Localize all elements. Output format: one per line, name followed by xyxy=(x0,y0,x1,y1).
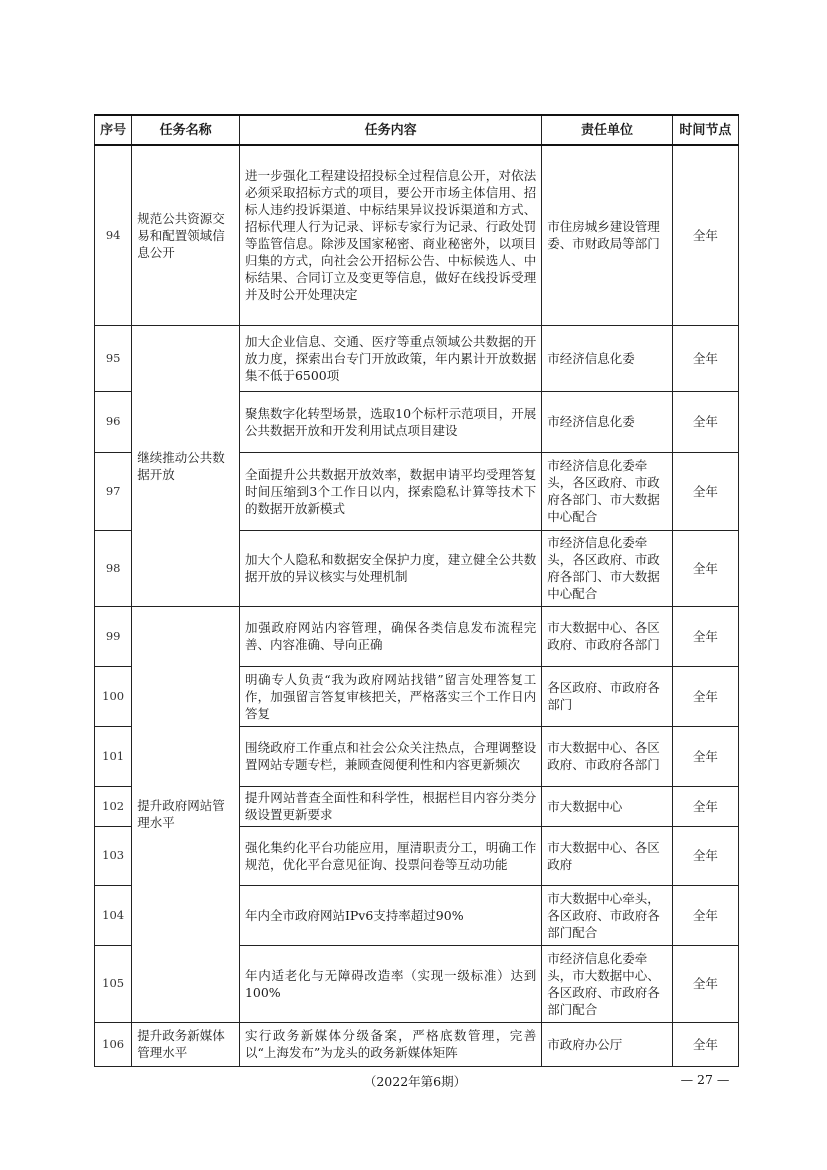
task-content: 加强政府网站内容管理，确保各类信息发布流程完善、内容准确、导向正确 xyxy=(239,606,541,666)
task-content: 聚焦数字化转型场景，选取10个标杆示范项目，开展公共数据开放和开发利用试点项目建设 xyxy=(239,391,541,452)
row-num: 95 xyxy=(95,325,132,391)
row-num: 97 xyxy=(95,452,132,530)
responsible-unit: 市经济信息化委牵头，市大数据中心、各区政府、市政府各部门配合 xyxy=(542,945,672,1022)
responsible-unit: 市住房城乡建设管理委、市财政局等部门 xyxy=(542,145,672,325)
responsible-unit: 市政府办公厅 xyxy=(542,1022,672,1066)
row-num: 96 xyxy=(95,391,132,452)
row-num: 103 xyxy=(95,826,132,885)
row-num: 104 xyxy=(95,885,132,945)
time-node: 全年 xyxy=(672,885,738,945)
task-content: 年内全市政府网站IPv6支持率超过90% xyxy=(239,885,541,945)
time-node: 全年 xyxy=(672,786,738,826)
issue-label: （2022年第6期） xyxy=(363,1074,467,1089)
task-content: 强化集约化平台功能应用，厘清职责分工，明确工作规范，优化平台意见征询、投票问卷等互动功能 xyxy=(239,826,541,885)
header-unit: 责任单位 xyxy=(542,115,672,145)
responsible-unit: 市经济信息化委牵头，各区政府、市政府各部门、市大数据中心配合 xyxy=(542,530,672,606)
time-node: 全年 xyxy=(672,666,738,726)
table-row xyxy=(95,145,739,325)
task-name: 提升政务新媒体管理水平 xyxy=(132,1022,240,1066)
task-name: 规范公共资源交易和配置领域信息公开 xyxy=(132,145,240,325)
responsible-unit: 市经济信息化委牵头，各区政府、市政府各部门、市大数据中心配合 xyxy=(542,452,672,530)
table-header-row xyxy=(95,115,739,145)
page-number: — 27 — xyxy=(680,1072,730,1087)
time-node: 全年 xyxy=(672,1022,738,1066)
responsible-unit: 各区政府、市政府各部门 xyxy=(542,666,672,726)
row-num: 105 xyxy=(95,945,132,1022)
task-content: 明确专人负责“我为政府网站找错”留言处理答复工作，加强留言答复审核把关，严格落实三个工作日内答复 xyxy=(239,666,541,726)
row-num: 101 xyxy=(95,726,132,786)
responsible-unit: 市经济信息化委 xyxy=(542,325,672,391)
table-row xyxy=(95,325,739,391)
responsible-unit: 市大数据中心、各区政府、市政府各部门 xyxy=(542,726,672,786)
time-node: 全年 xyxy=(672,826,738,885)
task-content: 围绕政府工作重点和社会公众关注热点，合理调整设置网站专题专栏，兼顾查阅便利性和内容更新频次 xyxy=(239,726,541,786)
responsible-unit: 市经济信息化委 xyxy=(542,391,672,452)
task-content: 实行政务新媒体分级备案，严格底数管理，完善以“上海发布”为龙头的政务新媒体矩阵 xyxy=(239,1022,541,1066)
task-content: 全面提升公共数据开放效率，数据申请平均受理答复时间压缩到3个工作日以内，探索隐私计算等技术下的数据开放新模式 xyxy=(239,452,541,530)
time-node: 全年 xyxy=(672,606,738,666)
row-num: 102 xyxy=(95,786,132,826)
task-content: 年内适老化与无障碍改造率（实现一级标准）达到100% xyxy=(239,945,541,1022)
time-node: 全年 xyxy=(672,945,738,1022)
time-node: 全年 xyxy=(672,452,738,530)
time-node: 全年 xyxy=(672,391,738,452)
responsible-unit: 市大数据中心牵头，各区政府、市政府各部门配合 xyxy=(542,885,672,945)
task-content: 提升网站普查全面性和科学性，根据栏目内容分类分级设置更新要求 xyxy=(239,786,541,826)
row-num: 106 xyxy=(95,1022,132,1066)
task-content: 加大企业信息、交通、医疗等重点领域公共数据的开放力度，探索出台专门开放政策，年内累计开放数据集不低于6500项 xyxy=(239,325,541,391)
responsible-unit: 市大数据中心、各区政府 xyxy=(542,826,672,885)
table-row xyxy=(95,606,739,666)
task-name: 提升政府网站管理水平 xyxy=(132,606,240,1022)
time-node: 全年 xyxy=(672,726,738,786)
time-node: 全年 xyxy=(672,325,738,391)
task-content: 加大个人隐私和数据安全保护力度，建立健全公共数据开放的异议核实与处理机制 xyxy=(239,530,541,606)
row-num: 99 xyxy=(95,606,132,666)
responsible-unit: 市大数据中心 xyxy=(542,786,672,826)
header-num: 序号 xyxy=(95,115,132,145)
task-content: 进一步强化工程建设招投标全过程信息公开，对依法必须采取招标方式的项目，要公开市场主体信用、招标人违约投诉渠道、中标结果异议投诉渠道和方式、招标代理人行为记录、评标专家行为记录、行政处罚等监管信息。除涉及国家秘密、商业秘密外，以项目归集的方式，向社会公开招标公告、中标候选人、中标结果、合同订立及变更等信息，做好在线投诉受理并及时公开处理决定 xyxy=(239,145,541,325)
task-table xyxy=(94,114,739,1067)
time-node: 全年 xyxy=(672,530,738,606)
header-content: 任务内容 xyxy=(239,115,541,145)
table-row xyxy=(95,1022,739,1066)
row-num: 94 xyxy=(95,145,132,325)
row-num: 100 xyxy=(95,666,132,726)
time-node: 全年 xyxy=(672,145,738,325)
header-name: 任务名称 xyxy=(132,115,240,145)
row-num: 98 xyxy=(95,530,132,606)
header-time: 时间节点 xyxy=(672,115,738,145)
task-name: 继续推动公共数据开放 xyxy=(132,325,240,606)
responsible-unit: 市大数据中心、各区政府、市政府各部门 xyxy=(542,606,672,666)
